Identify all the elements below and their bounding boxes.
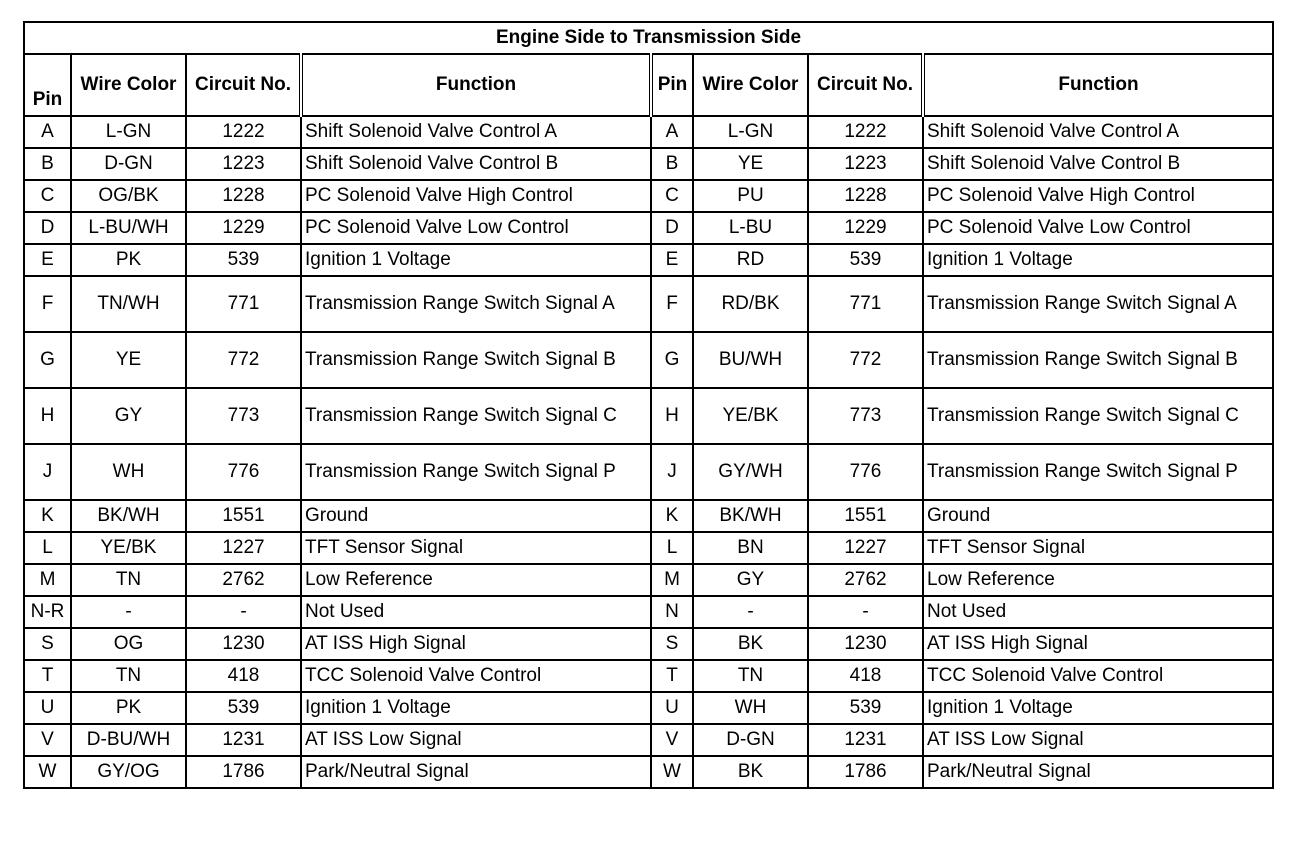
engine-wire-color-cell: TN/WH — [71, 276, 186, 332]
engine-circuit-no-cell: 2762 — [186, 564, 301, 596]
transmission-wire-color-cell: L-GN — [693, 116, 808, 148]
transmission-circuit-no-cell: 1229 — [808, 212, 923, 244]
engine-pin-cell: G — [24, 332, 71, 388]
engine-circuit-no-cell: 1230 — [186, 628, 301, 660]
transmission-circuit-no-cell: 776 — [808, 444, 923, 500]
engine-wire-color-cell: - — [71, 596, 186, 628]
engine-circuit-no-cell: - — [186, 596, 301, 628]
transmission-circuit-no-cell: 1222 — [808, 116, 923, 148]
header-function-engine: Function — [301, 54, 651, 116]
transmission-wire-color-cell: YE — [693, 148, 808, 180]
header-wire-color-engine: Wire Color — [71, 54, 186, 116]
transmission-function-cell: AT ISS Low Signal — [923, 724, 1273, 756]
engine-pin-cell: K — [24, 500, 71, 532]
engine-pin-cell: D — [24, 212, 71, 244]
transmission-circuit-no-cell: 418 — [808, 660, 923, 692]
table-row — [24, 212, 1273, 244]
transmission-wire-color-cell: RD — [693, 244, 808, 276]
engine-wire-color-cell: GY/OG — [71, 756, 186, 788]
transmission-wire-color-cell: RD/BK — [693, 276, 808, 332]
transmission-wire-color-cell: GY — [693, 564, 808, 596]
engine-wire-color-cell: PK — [71, 244, 186, 276]
transmission-function-cell: Shift Solenoid Valve Control B — [923, 148, 1273, 180]
transmission-circuit-no-cell: 771 — [808, 276, 923, 332]
table-row — [24, 148, 1273, 180]
engine-wire-color-cell: L-BU/WH — [71, 212, 186, 244]
transmission-wire-color-cell: GY/WH — [693, 444, 808, 500]
engine-pin-cell: C — [24, 180, 71, 212]
transmission-function-cell: Shift Solenoid Valve Control A — [923, 116, 1273, 148]
engine-wire-color-cell: GY — [71, 388, 186, 444]
engine-circuit-no-cell: 771 — [186, 276, 301, 332]
transmission-pin-cell: W — [651, 756, 693, 788]
transmission-function-cell: AT ISS High Signal — [923, 628, 1273, 660]
header-circuit-no-engine: Circuit No. — [186, 54, 301, 116]
table-row — [24, 180, 1273, 212]
transmission-circuit-no-cell: 1227 — [808, 532, 923, 564]
engine-function-cell: Shift Solenoid Valve Control A — [301, 116, 651, 148]
engine-wire-color-cell: PK — [71, 692, 186, 724]
transmission-pin-cell: B — [651, 148, 693, 180]
transmission-pin-cell: V — [651, 724, 693, 756]
transmission-wire-color-cell: D-GN — [693, 724, 808, 756]
engine-pin-cell: F — [24, 276, 71, 332]
engine-function-cell: Park/Neutral Signal — [301, 756, 651, 788]
transmission-pin-cell: C — [651, 180, 693, 212]
transmission-pin-cell: U — [651, 692, 693, 724]
transmission-circuit-no-cell: 772 — [808, 332, 923, 388]
engine-function-cell: Transmission Range Switch Signal P — [301, 444, 651, 500]
transmission-circuit-no-cell: 539 — [808, 692, 923, 724]
engine-circuit-no-cell: 1229 — [186, 212, 301, 244]
table-row — [24, 628, 1273, 660]
header-circuit-no-transmission: Circuit No. — [808, 54, 923, 116]
transmission-wire-color-cell: PU — [693, 180, 808, 212]
engine-pin-cell: M — [24, 564, 71, 596]
engine-circuit-no-cell: 776 — [186, 444, 301, 500]
transmission-function-cell: PC Solenoid Valve High Control — [923, 180, 1273, 212]
engine-wire-color-cell: TN — [71, 660, 186, 692]
engine-pin-cell: A — [24, 116, 71, 148]
table-row — [24, 444, 1273, 500]
engine-wire-color-cell: D-BU/WH — [71, 724, 186, 756]
transmission-wire-color-cell: BN — [693, 532, 808, 564]
transmission-pin-cell: N — [651, 596, 693, 628]
transmission-function-cell: Ignition 1 Voltage — [923, 244, 1273, 276]
transmission-circuit-no-cell: 773 — [808, 388, 923, 444]
engine-wire-color-cell: D-GN — [71, 148, 186, 180]
engine-wire-color-cell: L-GN — [71, 116, 186, 148]
transmission-wire-color-cell: L-BU — [693, 212, 808, 244]
engine-pin-cell: S — [24, 628, 71, 660]
transmission-pin-cell: G — [651, 332, 693, 388]
transmission-circuit-no-cell: 1231 — [808, 724, 923, 756]
transmission-circuit-no-cell: 1230 — [808, 628, 923, 660]
engine-circuit-no-cell: 773 — [186, 388, 301, 444]
engine-circuit-no-cell: 772 — [186, 332, 301, 388]
transmission-wire-color-cell: BU/WH — [693, 332, 808, 388]
pin-rows — [24, 116, 1273, 788]
engine-wire-color-cell: OG/BK — [71, 180, 186, 212]
transmission-circuit-no-cell: 1786 — [808, 756, 923, 788]
transmission-pin-cell: T — [651, 660, 693, 692]
transmission-function-cell: Park/Neutral Signal — [923, 756, 1273, 788]
table-row — [24, 532, 1273, 564]
engine-pin-cell: J — [24, 444, 71, 500]
engine-function-cell: TFT Sensor Signal — [301, 532, 651, 564]
transmission-function-cell: Transmission Range Switch Signal B — [923, 332, 1273, 388]
transmission-pin-cell: H — [651, 388, 693, 444]
table-row — [24, 660, 1273, 692]
transmission-function-cell: TFT Sensor Signal — [923, 532, 1273, 564]
transmission-wire-color-cell: WH — [693, 692, 808, 724]
transmission-pin-cell: S — [651, 628, 693, 660]
header-pin-transmission: Pin — [651, 54, 693, 116]
engine-function-cell: Not Used — [301, 596, 651, 628]
table-row — [24, 596, 1273, 628]
table-row — [24, 500, 1273, 532]
transmission-pin-cell: M — [651, 564, 693, 596]
transmission-function-cell: Not Used — [923, 596, 1273, 628]
engine-function-cell: PC Solenoid Valve High Control — [301, 180, 651, 212]
engine-function-cell: Low Reference — [301, 564, 651, 596]
transmission-pin-cell: A — [651, 116, 693, 148]
transmission-function-cell: TCC Solenoid Valve Control — [923, 660, 1273, 692]
engine-function-cell: Ignition 1 Voltage — [301, 692, 651, 724]
table-row — [24, 724, 1273, 756]
transmission-wire-color-cell: BK — [693, 628, 808, 660]
engine-circuit-no-cell: 1222 — [186, 116, 301, 148]
engine-pin-cell: E — [24, 244, 71, 276]
engine-circuit-no-cell: 1786 — [186, 756, 301, 788]
engine-pin-cell: L — [24, 532, 71, 564]
transmission-pin-cell: L — [651, 532, 693, 564]
table-row — [24, 388, 1273, 444]
table-row — [24, 756, 1273, 788]
engine-circuit-no-cell: 539 — [186, 692, 301, 724]
engine-circuit-no-cell: 418 — [186, 660, 301, 692]
engine-pin-cell: B — [24, 148, 71, 180]
transmission-wire-color-cell: - — [693, 596, 808, 628]
transmission-circuit-no-cell: 539 — [808, 244, 923, 276]
engine-pin-cell: N-R — [24, 596, 71, 628]
engine-circuit-no-cell: 1228 — [186, 180, 301, 212]
engine-circuit-no-cell: 539 — [186, 244, 301, 276]
engine-pin-cell: H — [24, 388, 71, 444]
transmission-function-cell: Low Reference — [923, 564, 1273, 596]
engine-wire-color-cell: YE — [71, 332, 186, 388]
engine-function-cell: TCC Solenoid Valve Control — [301, 660, 651, 692]
transmission-circuit-no-cell: 1223 — [808, 148, 923, 180]
engine-wire-color-cell: YE/BK — [71, 532, 186, 564]
transmission-wire-color-cell: BK — [693, 756, 808, 788]
engine-function-cell: Transmission Range Switch Signal B — [301, 332, 651, 388]
engine-wire-color-cell: TN — [71, 564, 186, 596]
engine-function-cell: AT ISS High Signal — [301, 628, 651, 660]
engine-wire-color-cell: BK/WH — [71, 500, 186, 532]
table-row — [24, 244, 1273, 276]
engine-circuit-no-cell: 1227 — [186, 532, 301, 564]
engine-wire-color-cell: WH — [71, 444, 186, 500]
transmission-wire-color-cell: BK/WH — [693, 500, 808, 532]
transmission-circuit-no-cell: 1228 — [808, 180, 923, 212]
transmission-pin-cell: D — [651, 212, 693, 244]
transmission-function-cell: Transmission Range Switch Signal C — [923, 388, 1273, 444]
engine-wire-color-cell: OG — [71, 628, 186, 660]
engine-function-cell: PC Solenoid Valve Low Control — [301, 212, 651, 244]
table-row — [24, 116, 1273, 148]
transmission-pin-cell: F — [651, 276, 693, 332]
header-function-transmission: Function — [923, 54, 1273, 116]
table-row — [24, 332, 1273, 388]
transmission-wire-color-cell: TN — [693, 660, 808, 692]
engine-function-cell: Ignition 1 Voltage — [301, 244, 651, 276]
transmission-circuit-no-cell: - — [808, 596, 923, 628]
transmission-pin-cell: K — [651, 500, 693, 532]
transmission-function-cell: Transmission Range Switch Signal A — [923, 276, 1273, 332]
engine-circuit-no-cell: 1231 — [186, 724, 301, 756]
engine-function-cell: Shift Solenoid Valve Control B — [301, 148, 651, 180]
table-row — [24, 692, 1273, 724]
engine-circuit-no-cell: 1551 — [186, 500, 301, 532]
transmission-function-cell: Ignition 1 Voltage — [923, 692, 1273, 724]
transmission-pin-cell: E — [651, 244, 693, 276]
header-pin-engine: Pin — [24, 54, 71, 116]
table-title: Engine Side to Transmission Side — [24, 22, 1273, 54]
header-wire-color-transmission: Wire Color — [693, 54, 808, 116]
engine-function-cell: Transmission Range Switch Signal C — [301, 388, 651, 444]
engine-pin-cell: U — [24, 692, 71, 724]
transmission-function-cell: Ground — [923, 500, 1273, 532]
engine-pin-cell: T — [24, 660, 71, 692]
transmission-function-cell: PC Solenoid Valve Low Control — [923, 212, 1273, 244]
engine-function-cell: Transmission Range Switch Signal A — [301, 276, 651, 332]
header-row — [24, 54, 1273, 116]
transmission-pin-cell: J — [651, 444, 693, 500]
engine-function-cell: Ground — [301, 500, 651, 532]
table-row — [24, 564, 1273, 596]
engine-circuit-no-cell: 1223 — [186, 148, 301, 180]
transmission-circuit-no-cell: 2762 — [808, 564, 923, 596]
transmission-function-cell: Transmission Range Switch Signal P — [923, 444, 1273, 500]
engine-function-cell: AT ISS Low Signal — [301, 724, 651, 756]
connector-pinout-table — [23, 21, 1274, 789]
engine-pin-cell: W — [24, 756, 71, 788]
transmission-circuit-no-cell: 1551 — [808, 500, 923, 532]
table-row — [24, 276, 1273, 332]
engine-pin-cell: V — [24, 724, 71, 756]
transmission-wire-color-cell: YE/BK — [693, 388, 808, 444]
